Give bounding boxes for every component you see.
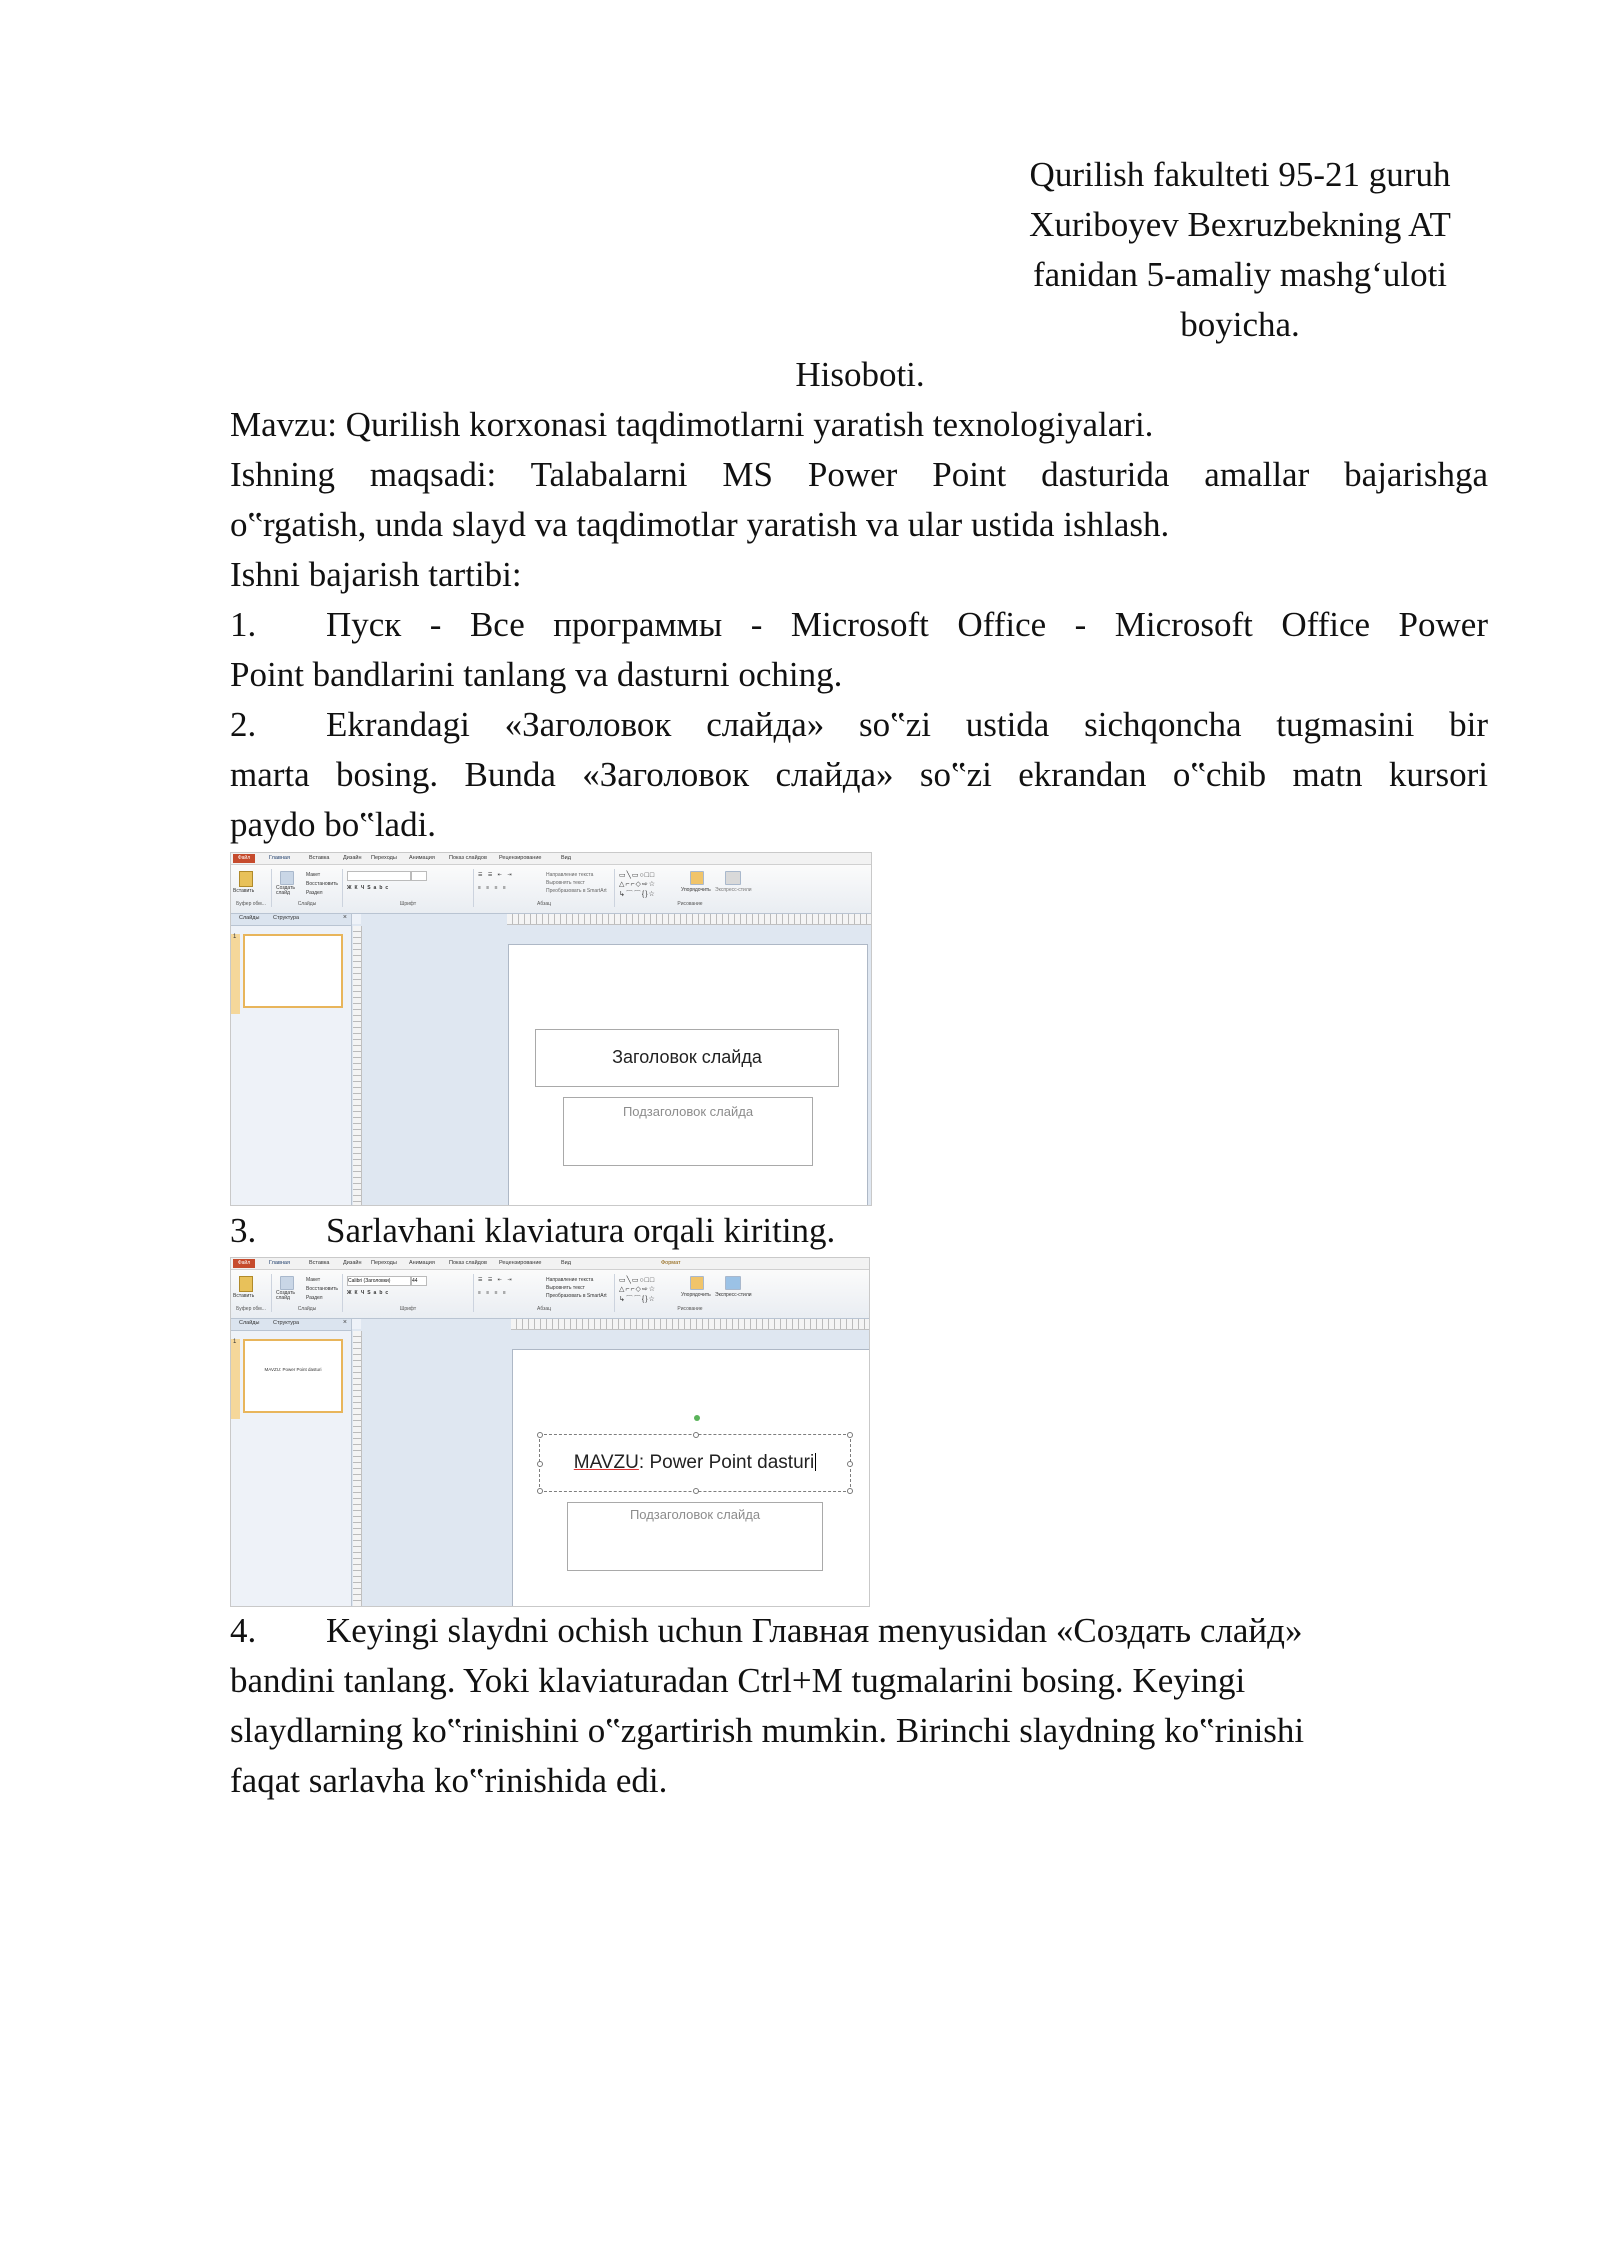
quick-styles-icon[interactable] [725,1276,741,1290]
subtitle-placeholder[interactable] [563,1097,813,1166]
ribbon [231,865,871,914]
step-4-line-3: slaydlarning ko‟rinishini o‟zgartirish mumkin. Birinchi slaydning ko‟rinishi [230,1711,1305,1750]
tab-home[interactable]: Главная [269,1260,290,1266]
resize-handle[interactable] [847,1488,853,1494]
new-slide-button[interactable]: Создать слайд [276,1290,296,1301]
step-4-paragraph [230,1606,1488,1806]
header-line: Xuriboyev Bexruzbekning AT [1029,205,1451,244]
subtitle-placeholder[interactable] [567,1502,823,1571]
paste-button[interactable]: Вставить [233,1293,255,1299]
shapes-gallery[interactable]: ▭╲▭○□□ [619,1277,656,1284]
quick-styles-button[interactable]: Экспресс-стили [715,1292,752,1298]
resize-handle[interactable] [537,1461,543,1467]
title-placeholder-editing[interactable] [539,1434,851,1492]
step-text: Пуск - Все программы - Microsoft Office - Microsoft Office Power [326,605,1488,644]
arrange-icon[interactable] [690,871,704,885]
text-direction-button[interactable]: Направление текста [546,1277,594,1283]
tab-slideshow[interactable]: Показ слайдов [449,1260,487,1266]
slides-group [272,1274,343,1312]
close-icon[interactable]: × [342,914,347,921]
paragraph-group [474,1274,615,1312]
group-label: Шрифт [399,1306,417,1312]
tab-home[interactable]: Главная [269,855,290,861]
pane-tab-bar [231,1319,351,1331]
ribbon-tab-bar [231,1258,870,1270]
group-label: Слайды [297,1306,317,1312]
list-buttons[interactable]: ☰ ☰ ⇤ ⇥ [478,1277,514,1283]
resize-handle[interactable] [537,1488,543,1494]
topic-paragraph [230,400,1488,850]
ruler-corner [352,914,361,924]
section-button[interactable]: Раздел [306,1295,323,1301]
text-cursor [815,1453,816,1471]
reset-button[interactable]: Восстановить [306,881,339,887]
title-word-underlined: MAVZU [573,1452,639,1473]
list-buttons[interactable]: ☰ ☰ ⇤ ⇥ [478,872,514,878]
layout-button[interactable]: Макет [306,1277,321,1283]
new-slide-button[interactable]: Создать слайд [276,885,296,896]
quick-styles-icon[interactable] [725,871,741,885]
shapes-gallery[interactable]: △⌐⌐◇⇨☆ [619,1286,657,1293]
tab-transitions[interactable]: Переходы [371,855,397,861]
tab-view[interactable]: Вид [561,1260,571,1266]
subtitle-placeholder-text: Подзаголовок слайда [622,1104,754,1119]
title-text-rest: : Power Point dasturi [638,1452,815,1473]
close-icon[interactable]: × [342,1319,347,1326]
topic-text: Mavzu: Qurilish korxonasi taqdimotlarni yaratish texnologiyalari. [230,405,1154,444]
arrange-button[interactable]: Упорядочить [681,887,711,893]
step-text: Keyingi slaydni ochish uchun Главная menyusidan «Создать слайд» [326,1611,1303,1650]
report-title: Hisoboti. [795,355,925,394]
step-4-line-1 [230,1606,1488,1656]
group-label: Буфер обм... [236,1306,266,1312]
title-input-text[interactable] [540,1452,850,1474]
ribbon [231,1270,870,1319]
tab-insert[interactable]: Вставка [309,855,330,861]
resize-handle[interactable] [693,1488,699,1494]
group-label: Шрифт [399,901,417,907]
tab-animation[interactable]: Анимация [409,1260,435,1266]
slide-thumbnail[interactable] [243,1339,343,1413]
drawing-group [615,1274,765,1312]
vertical-ruler [353,926,362,1205]
step-2-line-2: marta bosing. Bunda «Заголовок слайда» so‟zi ekrandan o‟chib matn kursori [230,755,1488,794]
goal-line-2: o‟rgatish, unda slayd va taqdimotlar yaratish va ular ustida ishlash. [230,505,1170,544]
step-text: Ekrandagi «Заголовок слайда» so‟zi ustida sichqoncha tugmasini bir [326,705,1488,744]
group-label: Абзац [536,1306,552,1312]
align-text-button[interactable]: Выровнять текст [546,880,585,886]
step-2-line-3: paydo bo‟ladi. [230,805,437,844]
slides-group [272,869,343,907]
group-label: Абзац [536,901,552,907]
author-header [985,150,1495,350]
group-label: Рисование [677,901,703,907]
new-slide-icon[interactable] [280,871,294,885]
step-4-line-2: bandini tanlang. Yoki klaviaturadan Ctrl+M tugmalarini bosing. Keyingi [230,1661,1246,1700]
thumbnail-title-text: MAVZU: Power Point dasturi [264,1367,322,1372]
group-label: Буфер обм... [236,901,266,907]
step-2-line-1 [230,700,1488,750]
resize-handle[interactable] [847,1432,853,1438]
step-number: 2. [230,705,257,744]
tab-slides[interactable]: Слайды [239,1320,260,1326]
group-label: Рисование [677,1306,703,1312]
drawing-group [615,869,765,907]
align-text-button[interactable]: Выровнять текст [546,1285,585,1291]
step-number: 4. [230,1611,257,1650]
tab-design[interactable]: Дизайн [343,1260,362,1266]
slide-thumbnail[interactable] [243,934,343,1008]
slide-number: 1 [233,934,237,940]
slide-canvas[interactable] [508,944,868,1206]
tab-format[interactable]: Формат [661,1260,681,1266]
shapes-gallery[interactable]: ↳⌒⌒{}☆ [619,891,656,898]
horizontal-ruler [511,1319,869,1330]
resize-handle[interactable] [537,1432,543,1438]
quick-styles-button[interactable]: Экспресс-стили [715,887,752,893]
tab-outline[interactable]: Структура [273,915,300,921]
paste-icon[interactable] [239,871,253,887]
align-buttons[interactable]: ≡ ≡ ≡ ≡ [478,1290,508,1296]
smartart-button[interactable]: Преобразовать в SmartArt [546,888,607,894]
tab-outline[interactable]: Структура [273,1320,300,1326]
tab-slides[interactable]: Слайды [239,915,260,921]
ruler-corner [352,1319,361,1329]
tab-slideshow[interactable]: Показ слайдов [449,855,487,861]
shapes-gallery[interactable]: ↳⌒⌒{}☆ [619,1296,656,1303]
tab-review[interactable]: Рецензирование [499,1260,542,1266]
section-button[interactable]: Раздел [306,890,323,896]
reset-button[interactable]: Восстановить [306,1286,339,1292]
smartart-button[interactable]: Преобразовать в SmartArt [546,1293,607,1299]
format-buttons[interactable]: ЖКЧSabc [347,885,392,891]
header-line: fanidan 5-amaliy mashg‘uloti [1032,255,1448,294]
powerpoint-screenshot-2 [230,1257,870,1607]
step-number: 3. [230,1211,257,1250]
slides-pane [231,1319,352,1606]
slide-number: 1 [233,1339,237,1345]
step-text: Sarlavhani klaviatura orqali kiriting. [326,1211,836,1250]
goal-line-1: Ishning maqsadi: Talabalarni MS Power Point dasturida amallar bajarishga [230,455,1488,494]
ribbon-tab-bar [231,853,871,865]
slides-pane [231,914,352,1205]
format-buttons[interactable]: ЖКЧSabc [347,1290,392,1296]
tab-animation[interactable]: Анимация [409,855,435,861]
tab-insert[interactable]: Вставка [309,1260,330,1266]
vertical-ruler [353,1331,362,1606]
group-label: Слайды [297,901,317,907]
subtitle-placeholder-text: Подзаголовок слайда [629,1507,761,1522]
title-placeholder-text: Заголовок слайда [612,1047,762,1067]
paste-button[interactable]: Вставить [233,888,255,894]
font-name-select[interactable]: Calibri (Заголовки) [347,1276,411,1286]
pane-tab-bar [231,914,351,926]
font-group [343,869,474,907]
tab-transitions[interactable]: Переходы [371,1260,397,1266]
shapes-gallery[interactable]: ▭╲▭○□□ [619,872,656,879]
horizontal-ruler [507,914,871,925]
step-4-line-4: faqat sarlavha ko‟rinishida edi. [230,1761,668,1800]
rotation-handle[interactable] [694,1415,700,1421]
arrange-icon[interactable] [690,1276,704,1290]
resize-handle[interactable] [847,1461,853,1467]
header-line: Qurilish fakulteti 95-21 guruh [1029,155,1451,194]
new-slide-icon[interactable] [280,1276,294,1290]
step-3-line-1 [230,1206,1488,1256]
tab-file[interactable]: Файл [233,1259,255,1268]
step-number: 1. [230,605,257,644]
paste-icon[interactable] [239,1276,253,1292]
resize-handle[interactable] [693,1432,699,1438]
clipboard-group [231,869,272,907]
font-group [343,1274,474,1312]
font-size-select[interactable] [411,871,427,881]
paragraph-group [474,869,615,907]
step-1-line-1 [230,600,1488,650]
font-size-select[interactable]: 44 [411,1276,427,1286]
thumbnail-selection-bar [231,1339,240,1419]
arrange-button[interactable]: Упорядочить [681,1292,711,1298]
layout-button[interactable]: Макет [306,872,321,878]
powerpoint-screenshot-1 [230,852,872,1206]
step-3-paragraph [230,1206,1488,1256]
tab-design[interactable]: Дизайн [343,855,362,861]
title-placeholder[interactable] [535,1029,839,1087]
header-line: boyicha. [1180,305,1300,344]
shapes-gallery[interactable]: △⌐⌐◇⇨☆ [619,881,657,888]
procedure-heading: Ishni bajarish tartibi: [230,555,522,594]
align-buttons[interactable]: ≡ ≡ ≡ ≡ [478,885,508,891]
clipboard-group [231,1274,272,1312]
font-name-select[interactable] [347,871,411,881]
step-1-line-2: Point bandlarini tanlang va dasturni oching. [230,655,843,694]
tab-file[interactable]: Файл [233,854,255,863]
thumbnail-selection-bar [231,934,240,1014]
text-direction-button[interactable]: Направление текста [546,872,594,878]
tab-review[interactable]: Рецензирование [499,855,542,861]
slide-canvas[interactable] [512,1349,870,1607]
tab-view[interactable]: Вид [561,855,571,861]
